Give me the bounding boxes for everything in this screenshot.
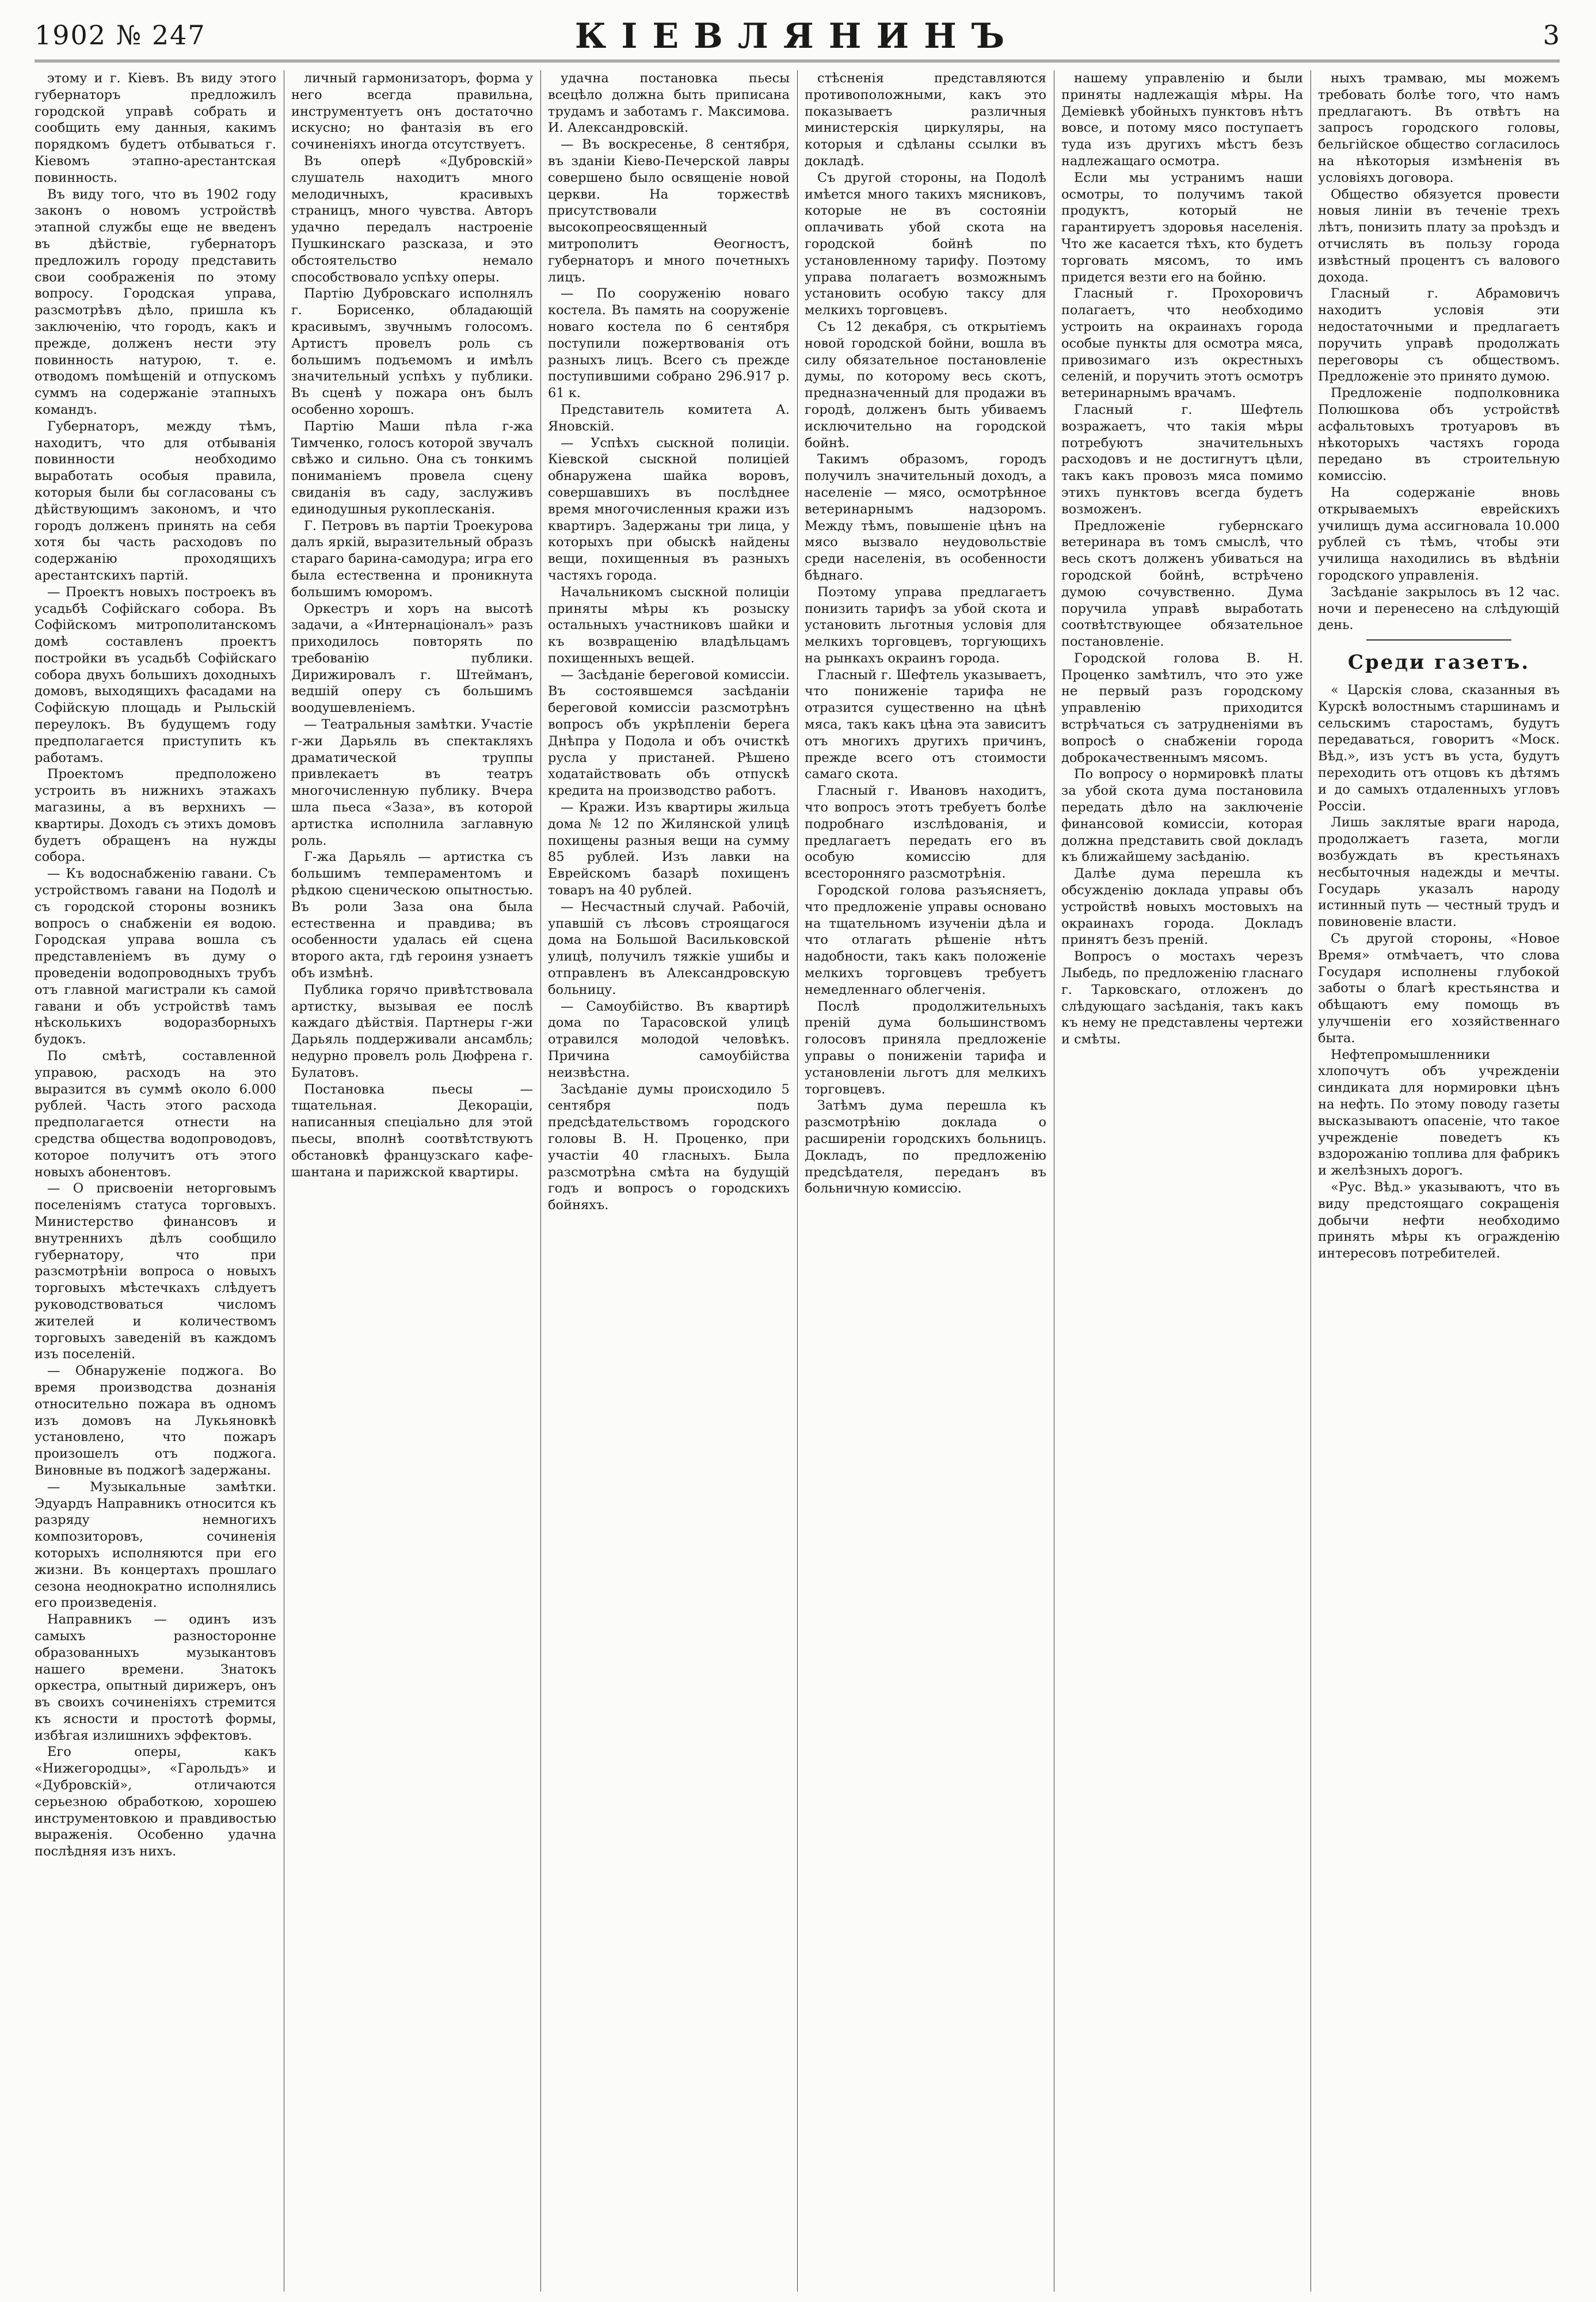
page-number: 3: [1542, 20, 1560, 51]
column-6: [1318, 70, 1560, 2292]
article-paragraph: Городской голова разъясняетъ, что предложеніе управы основано на тщательномъ изученіи дѣла и что отлагать рѣшеніе нѣтъ надобности, такъ какъ положеніе мелкихъ торговцевъ требуетъ немедленнаго облегченія.: [805, 883, 1046, 997]
article-paragraph: Направникъ — одинъ изъ самыхъ разносторонне образованныхъ музыкантовъ нашего времени. Знатокъ оркестра, опытный дирижеръ, онъ въ своихъ сочиненіяхъ стремится къ ясности и простотѣ формы, избѣгая излишнихъ эффектовъ.: [35, 1612, 276, 1743]
article-paragraph: Оркестръ и хоръ на высотѣ задачи, а «Интернаціоналъ» разъ приходилось повторять по требованію публики. Дирижировалъ г. Штейманъ, ведшій оперу съ большимъ воодушевленіемъ.: [291, 601, 533, 716]
column-3: [548, 70, 790, 2292]
article-paragraph: этому и г. Кіевъ. Въ виду этого губернаторъ предложилъ городской управѣ собрать и сообщить ему данныя, какимъ порядкомъ будетъ отбываться г. Кіевомъ этапно-арестантская повинность.: [35, 71, 276, 185]
article-paragraph: — По сооруженію новаго костела. Въ память на сооруженіе новаго костела по 6 сентября поступили пожертвованія отъ разныхъ лицъ. Всего съ прежде поступившими собрано 296.917 р. 61 к.: [548, 286, 790, 401]
article-paragraph: Предложеніе губернскаго ветеринара въ томъ смыслѣ, что весь скотъ долженъ убиваться на городской бойнѣ, встрѣчено думою сочувственно. Дума поручила управѣ выработать соотвѣтствующее обязательное постановленіе.: [1061, 518, 1303, 650]
article-paragraph: Такимъ образомъ, городъ получилъ значительный доходъ, а населеніе — мясо, осмотрѣнное ветеринарнымъ надзоромъ. Между тѣмъ, повышеніе цѣнъ на мясо вызвало неудовольствіе среди населенія, въ особенности бѣднаго.: [805, 452, 1046, 583]
article-paragraph: удачна постановка пьесы всецѣло должна быть приписана трудамъ и заботамъ г. Максимова. И. Александровскій.: [548, 71, 790, 136]
article-paragraph: Засѣданіе думы происходило 5 сентября подъ предсѣдательствомъ городского головы В. Н. Проценко, при участіи 40 гласныхъ. Была разсмотрѣна смѣта на будущій годъ и вопросъ о городскихъ бойняхъ.: [548, 1081, 790, 1213]
article-paragraph: Губернаторъ, между тѣмъ, находитъ, что для отбыванія повинности необходимо выработать особыя правила, которыя были бы согласованы съ дѣйствующимъ закономъ, и что городъ долженъ принять на себя хотя бы часть расходовъ по содержанію проходящихъ арестантскихъ партій.: [35, 418, 276, 583]
article-paragraph: Гласный г. Шефтель возражаетъ, что такія мѣры потребуютъ значительныхъ расходовъ и не достигнутъ цѣли, такъ какъ провозъ мяса помимо этихъ пунктовъ всегда будетъ возможенъ.: [1061, 402, 1303, 517]
article-paragraph: Представитель комитета А. Яновскій.: [548, 402, 790, 434]
article-paragraph: Общество обязуется провести новыя линіи въ теченіе трехъ лѣтъ, понизить плату за проѣздъ и отчислять въ пользу города извѣстный процентъ съ валового дохода.: [1318, 186, 1560, 285]
article-paragraph: Засѣданіе закрылось въ 12 час. ночи и перенесено на слѣдующій день.: [1318, 584, 1560, 633]
article-paragraph: Поэтому управа предлагаетъ понизить тарифъ за убой скота и установить льготныя условія для мелкихъ торговцевъ, торгующихъ на рынкахъ окраинъ города.: [805, 584, 1046, 666]
article-paragraph: Г. Петровъ въ партіи Троекурова далъ яркій, выразительный образъ стараго барина-самодура; игра его была естественна и проникнута большимъ юморомъ.: [291, 518, 533, 600]
columns-area: [35, 70, 1560, 2292]
article-paragraph: — Самоубійство. Въ квартирѣ дома по Тарасовской улицѣ отравился молодой человѣкъ. Причина самоубійства неизвѣстна.: [548, 998, 790, 1080]
masthead-rule: [35, 60, 1560, 62]
article-paragraph: Постановка пьесы — тщательная. Декораціи, написанныя спеціально для этой пьесы, вполнѣ соотвѣтствуютъ обстановкѣ французскаго кафе-шантана и парижской квартиры.: [291, 1081, 533, 1180]
article-paragraph: — Къ водоснабженію гавани. Съ устройствомъ гавани на Подолѣ и съ городской стороны возникъ вопросъ о снабженіи ея водою. Городская управа вошла съ представленіемъ въ думу о проведеніи водопроводныхъ трубъ отъ главной магистрали къ самой гавани и объ устройствѣ тамъ нѣсколькихъ водоразборныхъ будокъ.: [35, 866, 276, 1047]
article-paragraph: Партію Маши пѣла г-жа Тимченко, голосъ которой звучалъ свѣжо и сильно. Она съ тонкимъ пониманіемъ провела сцену свиданія въ саду, заслуживъ единодушныя рукоплесканія.: [291, 418, 533, 517]
article-paragraph: Лишь заклятые враги народа, продолжаетъ газета, могли возбуждать въ крестьянахъ несбыточныя надежды и мечты. Государь указалъ народу истинный путь — честный трудъ и повиновеніе власти.: [1318, 815, 1560, 930]
article-paragraph: По смѣтѣ, составленной управою, расходъ на это выразится въ суммѣ около 6.000 рублей. Часть этого расхода предполагается отнести на средства общества водопроводовъ, которое получитъ отъ этого новыхъ абонентовъ.: [35, 1049, 276, 1180]
article-paragraph: — Въ воскресенье, 8 сентября, въ зданіи Кіево-Печерской лавры совершено было освященіе новой церкви. На торжествѣ присутствовали высокопреосвященный митрополитъ Ѳеогностъ, губернаторъ и много почетныхъ лицъ.: [548, 137, 790, 285]
column-5: [1061, 70, 1303, 2292]
article-paragraph: Съ другой стороны, на Подолѣ имѣется много такихъ мясниковъ, которые не въ состояніи оплачивать убой скота на городской бойнѣ по установленному тарифу. Поэтому управа полагаетъ возможнымъ установить особую таксу для мелкихъ торговцевъ.: [805, 170, 1046, 318]
article-paragraph: Если мы устранимъ наши осмотры, то получимъ такой продуктъ, который не гарантируетъ здоровья населенія. Что же касается тѣхъ, кто будетъ торговать мясомъ, то имъ придется везти его на бойню.: [1061, 170, 1303, 285]
article-paragraph: Его оперы, какъ «Нижегородцы», «Гарольдъ» и «Дубровскій», отличаются серьезною обработкою, хорошею инструментовкою и правдивостью выраженія. Особенно удачна послѣдняя изъ нихъ.: [35, 1744, 276, 1859]
article-paragraph: Предложеніе подполковника Полюшкова объ устройствѣ асфальтовыхъ тротуаровъ въ нѣкоторыхъ частяхъ города передано въ строительную комиссію.: [1318, 386, 1560, 484]
section-rule: [1366, 639, 1511, 641]
article-paragraph: Проектомъ предположено устроить въ нижнихъ этажахъ магазины, а въ верхнихъ — квартиры. Доходъ съ этихъ домовъ будетъ обращенъ на нужды собора.: [35, 767, 276, 865]
article-paragraph: — Проектъ новыхъ построекъ въ усадьбѣ Софійскаго собора. Въ Софійскомъ митрополитанскомъ домѣ составленъ проектъ постройки въ усадьбѣ Софійскаго собора двухъ большихъ доходныхъ домовъ, выходящихъ фасадами на Софійскую площадь и Рыльскій переулокъ. Въ будущемъ году предполагается приступить къ работамъ.: [35, 584, 276, 765]
article-paragraph: Въ виду того, что въ 1902 году законъ о новомъ устройствѣ этапной службы еще не введенъ въ дѣйствіе, губернаторъ предложилъ городу представить свои соображенія по этому вопросу. Городская управа, разсмотрѣвъ дѣло, пришла къ заключенію, что городъ, какъ и прежде, долженъ нести эту повинность натурою, т. е. отводомъ помѣщеній и отпускомъ суммъ на содержаніе этапныхъ командъ.: [35, 186, 276, 417]
article-paragraph: Городской голова В. Н. Проценко замѣтилъ, что это уже не первый разъ городскому управленію приходится встрѣчаться съ затрудненіями въ вопросѣ о снабженіи города доброкачественнымъ мясомъ.: [1061, 650, 1303, 765]
column-2: [291, 70, 533, 2292]
article-paragraph: По вопросу о нормировкѣ платы за убой скота дума постановила передать дѣло на заключеніе финансовой комиссіи, которая должна представить свой докладъ къ ближайшему засѣданію.: [1061, 767, 1303, 865]
article-paragraph: — Театральныя замѣтки. Участіе г-жи Дарьяль въ спектакляхъ драматической труппы привлекаетъ въ театръ многочисленную публику. Вчера шла пьеса «Заза», въ которой артистка исполнила заглавную роль.: [291, 717, 533, 848]
article-paragraph: Партію Дубровскаго исполнялъ г. Борисенко, обладающій красивымъ, звучнымъ голосомъ. Артистъ провелъ роль съ большимъ подъемомъ и имѣлъ значительный успѣхъ у публики. Въ сценѣ у пожара онъ былъ особенно хорошъ.: [291, 286, 533, 417]
article-paragraph: ныхъ трамваю, мы можемъ требовать болѣе того, что намъ предлагаютъ. Въ отвѣтъ на запросъ городского головы, бельгійское общество согласилось на нѣкоторыя измѣненія въ условіяхъ договора.: [1318, 71, 1560, 185]
article-paragraph: — Несчастный случай. Рабочій, упавшій съ лѣсовъ строящагося дома на Большой Васильковской улицѣ, получилъ тяжкіе ушибы и отправленъ въ Александровскую больницу.: [548, 899, 790, 997]
article-paragraph: «Рус. Вѣд.» указываютъ, что въ виду предстоящаго сокращенія добычи нефти необходимо принять мѣры къ огражденію интересовъ потребителей.: [1318, 1180, 1560, 1261]
article-paragraph: « Царскія слова, сказанныя въ Курскѣ волостнымъ старшинамъ и сельскимъ старостамъ, будутъ передаваться, говоритъ «Моск. Вѣд.», изъ устъ въ уста, будутъ переходить отъ отцовъ къ дѣтямъ и до самыхъ отдаленныхъ угловъ Россіи.: [1318, 683, 1560, 814]
article-paragraph: Г-жа Дарьяль — артистка съ большимъ темпераментомъ и рѣдкою сценическою опытностью. Въ роли Заза она была естественна и правдива; въ особенности удалась ей сцена второго акта, гдѣ героиня узнаетъ объ измѣнѣ.: [291, 849, 533, 981]
article-paragraph: Съ другой стороны, «Новое Время» отмѣчаетъ, что слова Государя исполнены глубокой заботы о благѣ крестьянства и обѣщаютъ ему помощь въ улучшеніи его хозяйственнаго быта.: [1318, 931, 1560, 1046]
article-paragraph: — Успѣхъ сыскной полиціи. Кіевской сыскной полиціей обнаружена шайка воровъ, совершавшихъ въ послѣднее время многочисленныя кражи изъ квартиръ. Задержаны три лица, у которыхъ при обыскѣ найдены вещи, похищенныя въ разныхъ частяхъ города.: [548, 435, 790, 583]
article-paragraph: Гласный г. Абрамовичъ находитъ условія эти недостаточными и предлагаетъ поручить управѣ продолжать переговоры съ обществомъ. Предложеніе это принято думою.: [1318, 286, 1560, 384]
masthead: [35, 10, 1560, 66]
section-heading: Среди газетъ.: [1347, 651, 1530, 674]
column-divider: [540, 70, 541, 2292]
article-paragraph: личный гармонизаторъ, форма у него всегда правильна, инструментуетъ онъ достаточно искусно; но фантазія въ его сочиненіяхъ иногда отсутствуетъ.: [291, 71, 533, 153]
article-paragraph: стѣсненія представляются противоположными, какъ это показываетъ различныя министерскія циркуляры, на которыя и сдѣланы ссылки въ докладѣ.: [805, 71, 1046, 169]
article-paragraph: Гласный г. Шефтель указываетъ, что пониженіе тарифа не отразится существенно на цѣнѣ мяса, такъ какъ цѣна эта зависитъ отъ многихъ другихъ причинъ, прежде всего отъ стоимости самаго скота.: [805, 667, 1046, 782]
article-paragraph: Начальникомъ сыскной полиціи приняты мѣры къ розыску остальныхъ участниковъ шайки и къ возвращенію владѣльцамъ похищенныхъ вещей.: [548, 584, 790, 666]
article-paragraph: Съ 12 декабря, съ открытіемъ новой городской бойни, вошла въ силу обязательное постановленіе думы, по которому весь скотъ, предназначенный для продажи въ городѣ, долженъ быть убиваемъ исключительно на городской бойнѣ.: [805, 319, 1046, 451]
article-paragraph: Вопросъ о мостахъ черезъ Лыбедь, по предложенію гласнаго г. Тарковскаго, отложенъ до слѣдующаго засѣданія, такъ какъ къ нему не представлены чертежи и смѣты.: [1061, 949, 1303, 1047]
article-paragraph: — О присвоеніи неторговымъ поселеніямъ статуса торговыхъ. Министерство финансовъ и внутреннихъ дѣлъ сообщило губернатору, что при разсмотрѣніи вопроса о новыхъ торговыхъ мѣстечкахъ слѣдуетъ руководствоваться числомъ жителей и количествомъ торговыхъ заведеній въ каждомъ изъ поселеній.: [35, 1181, 276, 1362]
article-paragraph: — Музыкальные замѣтки. Эдуардъ Направникъ относится къ разряду немногихъ композиторовъ, сочиненія которыхъ исполняются при его жизни. Въ концертахъ прошлаго сезона неоднократно исполнялись его произведенія.: [35, 1479, 276, 1611]
article-paragraph: Гласный г. Ивановъ находитъ, что вопросъ этотъ требуетъ болѣе подробнаго изслѣдованія, и предлагаетъ передать его въ особую комиссію для всесторонняго разсмотрѣнія.: [805, 783, 1046, 882]
column-divider: [797, 70, 798, 2292]
column-4: [805, 70, 1046, 2292]
article-paragraph: Публика горячо привѣтствовала артистку, вызывая ее послѣ каждаго дѣйствія. Партнеры г-жи Дарьяль поддерживали ансамбль; недурно провелъ роль Дюфрена г. Булатовъ.: [291, 982, 533, 1080]
article-paragraph: Далѣе дума перешла къ обсужденію доклада управы объ устройствѣ новыхъ мостовыхъ на окраинахъ города. Докладъ принятъ безъ преній.: [1061, 866, 1303, 948]
article-paragraph: нашему управленію и были приняты надлежащія мѣры. На Деміевкѣ убойныхъ пунктовъ нѣтъ вовсе, и потому мясо поступаетъ туда изъ другихъ мѣстъ безъ надлежащаго осмотра.: [1061, 71, 1303, 169]
issue-date-number: 1902 № 247: [35, 20, 206, 51]
article-paragraph: — Обнаруженіе поджога. Во время производства дознанія относительно пожара въ одномъ изъ домовъ на Лукьяновкѣ установлено, что пожаръ произошелъ отъ поджога. Виновные въ поджогѣ задержаны.: [35, 1363, 276, 1478]
article-paragraph: На содержаніе вновь открываемыхъ еврейскихъ училищъ дума ассигновала 10.000 рублей съ тѣмъ, чтобы эти училища находились въ вѣдѣніи городского управленія.: [1318, 485, 1560, 583]
article-paragraph: — Кражи. Изъ квартиры жильца дома № 12 по Жилянской улицѣ похищены разныя вещи на сумму 85 рублей. Изъ лавки на Еврейскомъ базарѣ похищенъ товаръ на 40 рублей.: [548, 800, 790, 898]
article-paragraph: Въ оперѣ «Дубровскій» слушатель находитъ много мелодичныхъ, красивыхъ страницъ, много чувства. Авторъ удачно передалъ настроеніе Пушкинскаго разсказа, и это обстоятельство немало способствовало успѣху оперы.: [291, 153, 533, 285]
article-paragraph: — Засѣданіе береговой комиссіи. Въ состоявшемся засѣданіи береговой комиссіи разсмотрѣнъ вопросъ объ укрѣпленіи берега Днѣпра у Подола и объ очисткѣ русла у пристаней. Рѣшено ходатайствовать объ отпускѣ кредита на производство работъ.: [548, 667, 790, 799]
column-1: [35, 70, 276, 2292]
article-paragraph: Затѣмъ дума перешла къ разсмотрѣнію доклада о расширеніи городскихъ больницъ. Докладъ, по предложенію предсѣдателя, переданъ въ больничную комиссію.: [805, 1098, 1046, 1196]
article-paragraph: Послѣ продолжительныхъ преній дума большинствомъ голосовъ приняла предложеніе управы о пониженіи тарифа и установленіи льготъ для мелкихъ торговцевъ.: [805, 998, 1046, 1097]
newspaper-title: КІЕВЛЯНИНЪ: [574, 16, 1020, 56]
article-paragraph: Гласный г. Прохоровичъ полагаетъ, что необходимо устроить на окраинахъ города особые пункты для осмотра мяса, привозимаго изъ окрестныхъ селеній, и поручить этотъ осмотръ ветеринарнымъ врачамъ.: [1061, 286, 1303, 401]
article-paragraph: Нефтепромышленники хлопочутъ объ учрежденіи синдиката для нормировки цѣнъ на нефть. По этому поводу газеты высказываютъ опасеніе, что такое учрежденіе поведетъ къ вздорожанію топлива для фабрикъ и желѣзныхъ дорогъ.: [1318, 1047, 1560, 1179]
